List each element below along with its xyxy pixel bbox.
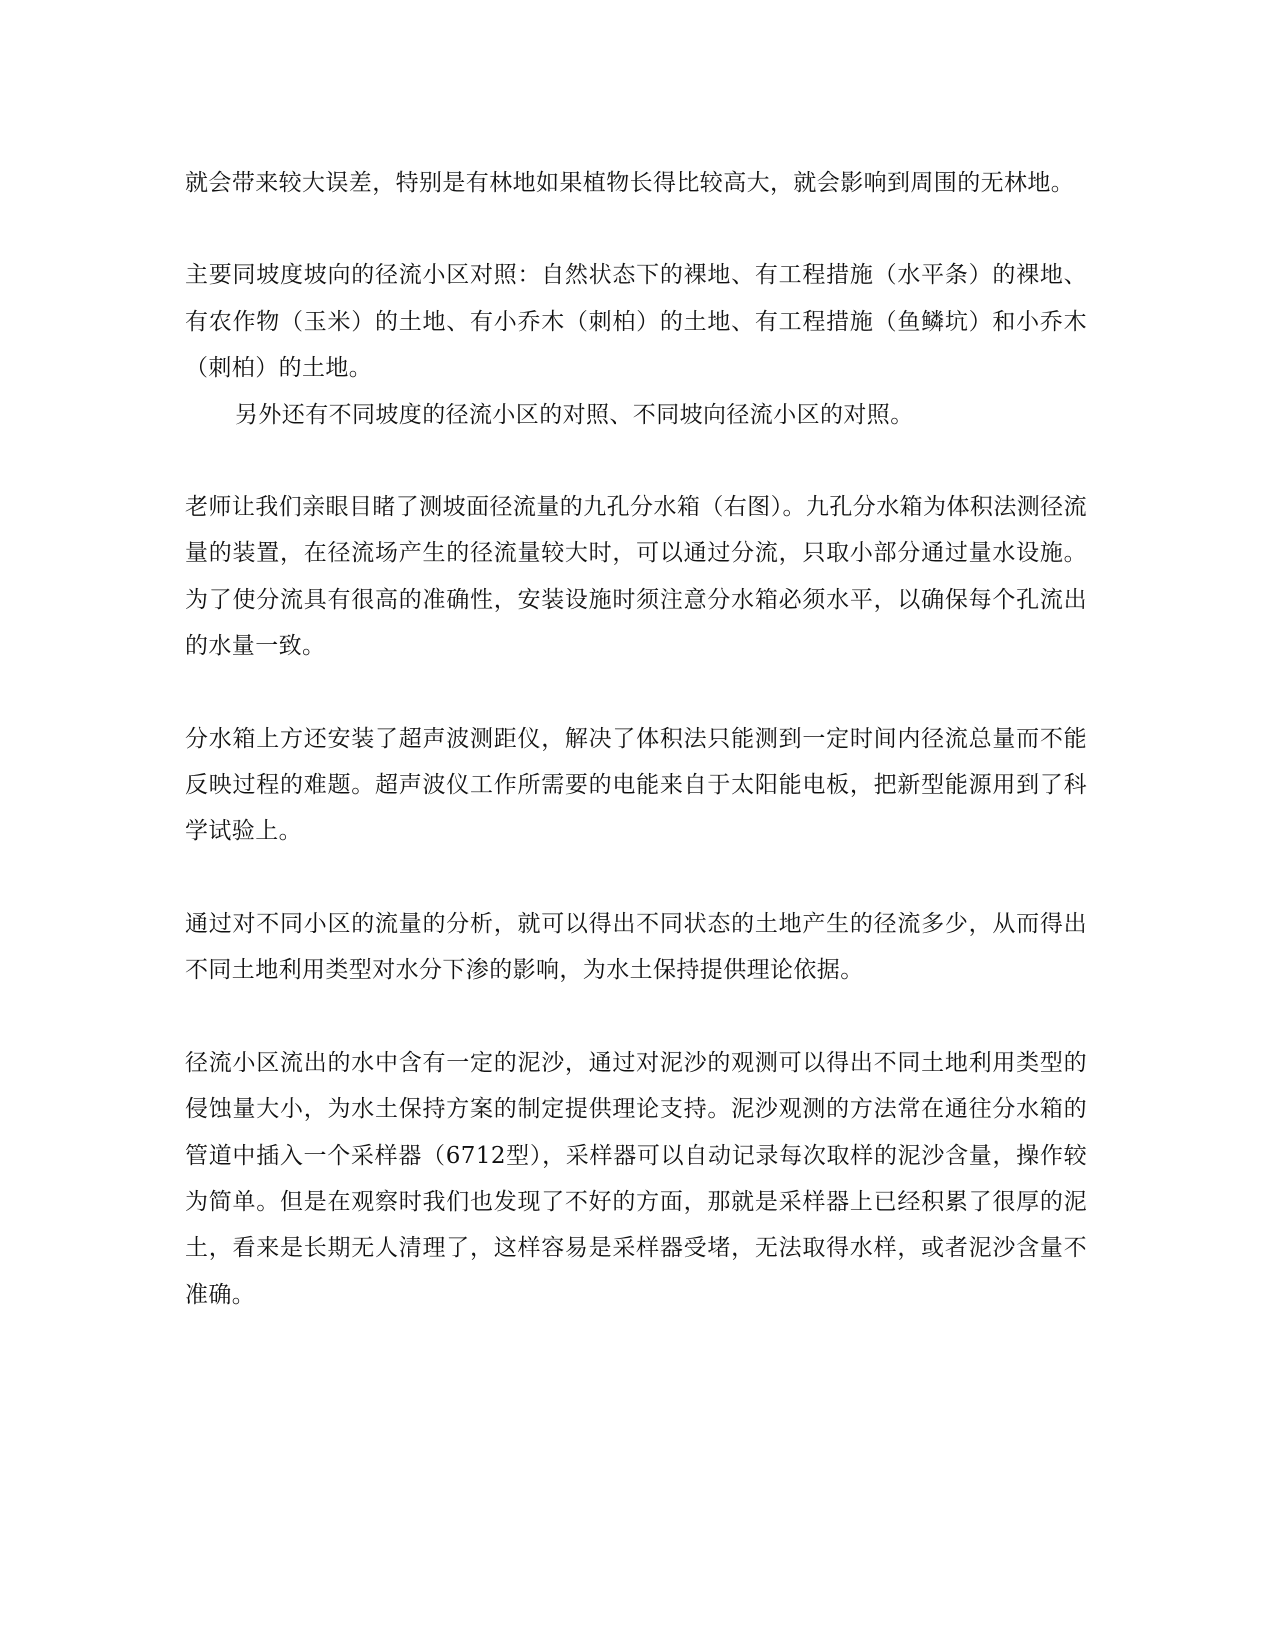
paragraph-sediment-sampler: 径流小区流出的水中含有一定的泥沙，通过对泥沙的观测可以得出不同土地利用类型的侵蚀量大小，为水土保持方案的制定提供理论支持。泥沙观测的方法常在通往分水箱的管道中插入一个采样器（6712型），采样器可以自动记录每次取样的泥沙含量，操作较为简单。但是在观察时我们也发现了不好的方面，那就是采样器上已经积累了很厚的泥土，看来是长期无人清理了，这样容易是采样器受堵，无法取得水样，或者泥沙含量不准确。 xyxy=(185,1049,1087,1308)
paragraph-runoff-plot-comparison: 主要同坡度坡向的径流小区对照：自然状态下的裸地、有工程措施（水平条）的裸地、有农作物（玉米）的土地、有小乔木（刺柏）的土地、有工程措施（鱼鳞坑）和小乔木（刺柏）的土地。 xyxy=(185,262,1087,382)
document-body xyxy=(185,160,1087,1318)
paragraph-nine-hole-splitter: 老师让我们亲眼目睹了测坡面径流量的九孔分水箱（右图）。九孔分水箱为体积法测径流量的装置，在径流场产生的径流量较大时，可以通过分流，只取小部分通过量水设施。为了使分流具有很高的准确性，安装设施时须注意分水箱必须水平，以确保每个孔流出的水量一致。 xyxy=(185,494,1087,660)
paragraph-ultrasonic-meter: 分水箱上方还安装了超声波测距仪，解决了体积法只能测到一定时间内径流总量而不能反映过程的难题。超声波仪工作所需要的电能来自于太阳能电板，把新型能源用到了科学试验上。 xyxy=(185,725,1087,845)
paragraph-forest-error: 就会带来较大误差，特别是有林地如果植物长得比较高大，就会影响到周围的无林地。 xyxy=(185,170,1075,196)
paragraph-flow-analysis: 通过对不同小区的流量的分析，就可以得出不同状态的土地产生的径流多少，从而得出不同土地利用类型对水分下渗的影响，为水土保持提供理论依据。 xyxy=(185,910,1087,984)
paragraph-slope-comparison: 另外还有不同坡度的径流小区的对照、不同坡向径流小区的对照。 xyxy=(235,401,914,428)
